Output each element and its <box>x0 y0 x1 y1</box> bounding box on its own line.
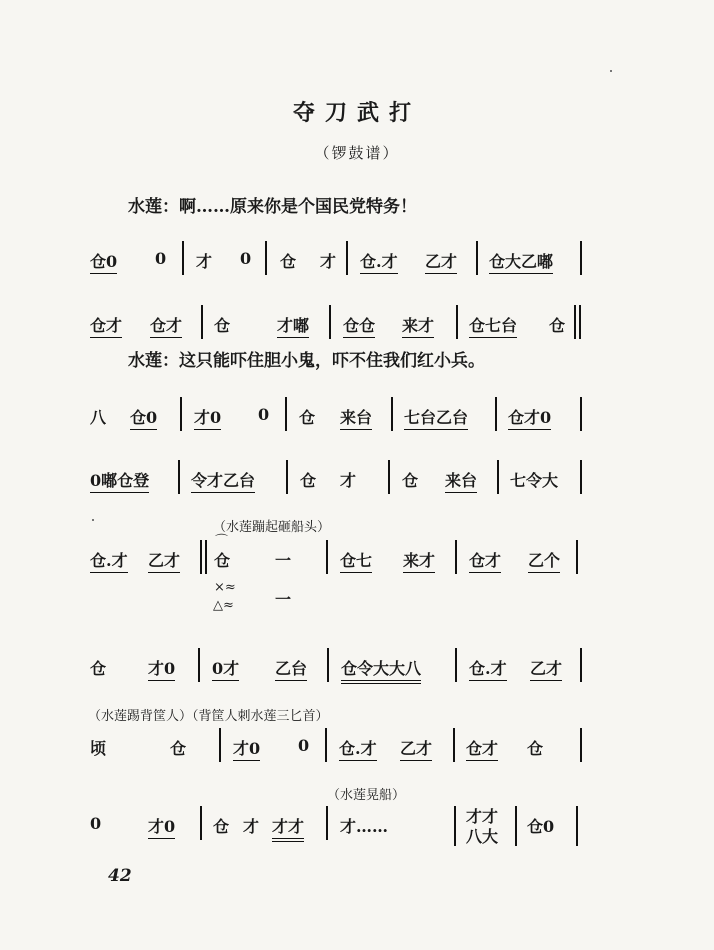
score-row <box>0 534 714 574</box>
score-cell: 仓大乙嘟 <box>489 249 553 274</box>
bar-line <box>388 460 390 494</box>
dialogue-line: 水莲：这只能吓住胆小鬼，吓不住我们红小兵。 <box>128 351 485 371</box>
bar-line <box>329 305 331 339</box>
score-cell: 仓才 <box>90 313 122 338</box>
bar-line <box>580 648 582 682</box>
score-cell: 八大 <box>466 827 499 846</box>
score-cell: 才 <box>320 252 337 271</box>
score-cell: 仓七台 <box>469 313 517 338</box>
score-cell: 0 <box>258 405 270 424</box>
score-cell: 仓才0 <box>508 405 551 430</box>
speck <box>92 519 94 521</box>
bar-line <box>580 397 582 431</box>
bar-line <box>391 397 393 431</box>
bar-line <box>576 806 578 846</box>
score-cell: 仓 <box>299 408 316 427</box>
score-cell: 仓仓 <box>343 313 375 338</box>
bar-line <box>180 397 182 431</box>
bar-line <box>326 806 328 840</box>
roll-mark: ×≈ <box>214 580 236 595</box>
score-row <box>0 397 714 431</box>
score-cell: 才 <box>243 817 260 836</box>
subtitle: （锣鼓谱） <box>314 144 400 162</box>
score-cell: 才 <box>340 471 357 490</box>
bar-line <box>574 305 576 339</box>
page-title: 夺刀武打 <box>292 100 421 126</box>
bar-line <box>497 460 499 494</box>
score-cell: 仓.才 <box>339 736 377 761</box>
bar-line <box>579 305 581 339</box>
bar-line <box>219 728 221 762</box>
bar-line <box>178 460 180 494</box>
bar-line <box>346 241 348 275</box>
score-cell: 仓 <box>214 316 231 335</box>
bar-line <box>205 540 207 574</box>
bar-line <box>580 460 582 494</box>
bar-line <box>455 648 457 682</box>
bar-line <box>454 806 456 846</box>
fermata-icon: ⌒ <box>215 534 229 549</box>
score-cell: 仓0 <box>130 405 157 430</box>
bar-line <box>576 540 578 574</box>
score-cell: 0 <box>155 249 167 268</box>
score-cell: 才 <box>196 252 213 271</box>
score-cell: 仓 <box>402 471 419 490</box>
score-cell: 才0 <box>148 814 175 839</box>
bar-line <box>580 241 582 275</box>
score-cell: 仓0 <box>527 817 555 836</box>
score-cell: 仓 <box>280 252 297 271</box>
score-cell: 一 <box>275 590 292 609</box>
score-row <box>0 728 714 762</box>
bar-line <box>265 241 267 275</box>
page-number: 42 <box>108 866 132 886</box>
score-cell: 仓才 <box>150 313 182 338</box>
score-cell: 乙才 <box>530 656 562 681</box>
bar-line <box>285 397 287 431</box>
score-cell: 仓才 <box>469 548 501 573</box>
score-cell: 才0 <box>148 656 175 681</box>
score-cell: 乙台 <box>275 656 307 681</box>
score-cell: 仓才 <box>466 736 498 761</box>
score-cell: 才才 <box>466 807 499 826</box>
score-cell: 才0 <box>194 405 221 430</box>
bar-line <box>200 540 202 574</box>
stage-direction: （水莲踢背筐人）（背筐人刺水莲三匕首） <box>88 709 329 724</box>
bar-line <box>476 241 478 275</box>
bar-line <box>495 397 497 431</box>
stage-direction: （水莲蹦起砸船头） <box>213 520 331 535</box>
bar-line <box>201 305 203 339</box>
score-cell: 仓 <box>213 817 230 836</box>
score-cell: 仓七 <box>340 548 372 573</box>
bar-line <box>455 540 457 574</box>
score-cell: 八 <box>90 408 107 427</box>
score-cell: 才0 <box>233 736 260 761</box>
score-cell: 0 <box>240 249 252 268</box>
score-cell: 来台 <box>445 468 477 493</box>
stage-direction: （水莲晃船） <box>327 788 406 803</box>
bar-line <box>182 241 184 275</box>
score-cell: 七令大 <box>510 471 559 490</box>
bar-line <box>327 648 329 682</box>
score-cell: 仓.才 <box>360 249 398 274</box>
score-cell: 仓令大大八 <box>341 656 421 684</box>
score-cell: 才嘟 <box>277 313 309 338</box>
score-cell: 0才 <box>212 656 239 681</box>
score-cell: 乙个 <box>528 548 560 573</box>
score-cell: 仓.才 <box>469 656 507 681</box>
score-cell: 仓.才 <box>90 548 128 573</box>
score-cell: 七台乙台 <box>404 405 468 430</box>
score-row <box>0 241 714 275</box>
score-cell: 来才 <box>402 313 434 338</box>
score-cell: 乙才 <box>425 249 457 274</box>
score-cell: 仓 <box>300 471 317 490</box>
score-cell: 才…… <box>340 817 389 836</box>
bar-line <box>515 806 517 846</box>
score-cell: 仓 <box>527 739 544 758</box>
score-cell: 来台 <box>340 405 372 430</box>
roll-mark: △≈ <box>213 598 234 613</box>
bar-line <box>456 305 458 339</box>
bar-line <box>326 540 328 574</box>
score-cell: 乙才 <box>148 548 180 573</box>
dialogue-line: 水莲：啊……原来你是个国民党特务！ <box>128 197 417 217</box>
bar-line <box>580 728 582 762</box>
score-cell: 仓 <box>90 659 107 678</box>
bar-line <box>453 728 455 762</box>
score-cell: 0嘟仓登 <box>90 468 149 493</box>
score-cell: 乙才 <box>400 736 432 761</box>
score-row <box>0 305 714 339</box>
score-cell: 仓 <box>170 739 187 758</box>
score-cell: 令才乙台 <box>191 468 255 493</box>
score-cell: 0 <box>90 814 102 833</box>
score-cell: 一 <box>275 551 292 570</box>
bar-line <box>200 806 202 840</box>
score-cell: 仓0 <box>90 249 117 274</box>
score-row <box>0 648 714 682</box>
score-cell: 仓 <box>549 316 566 335</box>
bar-line <box>286 460 288 494</box>
bar-line <box>325 728 327 762</box>
bar-line <box>198 648 200 682</box>
score-row <box>0 806 714 846</box>
score-cell: 顷 <box>90 739 107 758</box>
score-cell: 来才 <box>403 548 435 573</box>
score-cell: 仓 <box>214 551 231 570</box>
score-row <box>0 460 714 494</box>
score-cell: 才才 <box>272 814 304 842</box>
score-cell: 0 <box>298 736 310 755</box>
speck <box>610 70 612 72</box>
